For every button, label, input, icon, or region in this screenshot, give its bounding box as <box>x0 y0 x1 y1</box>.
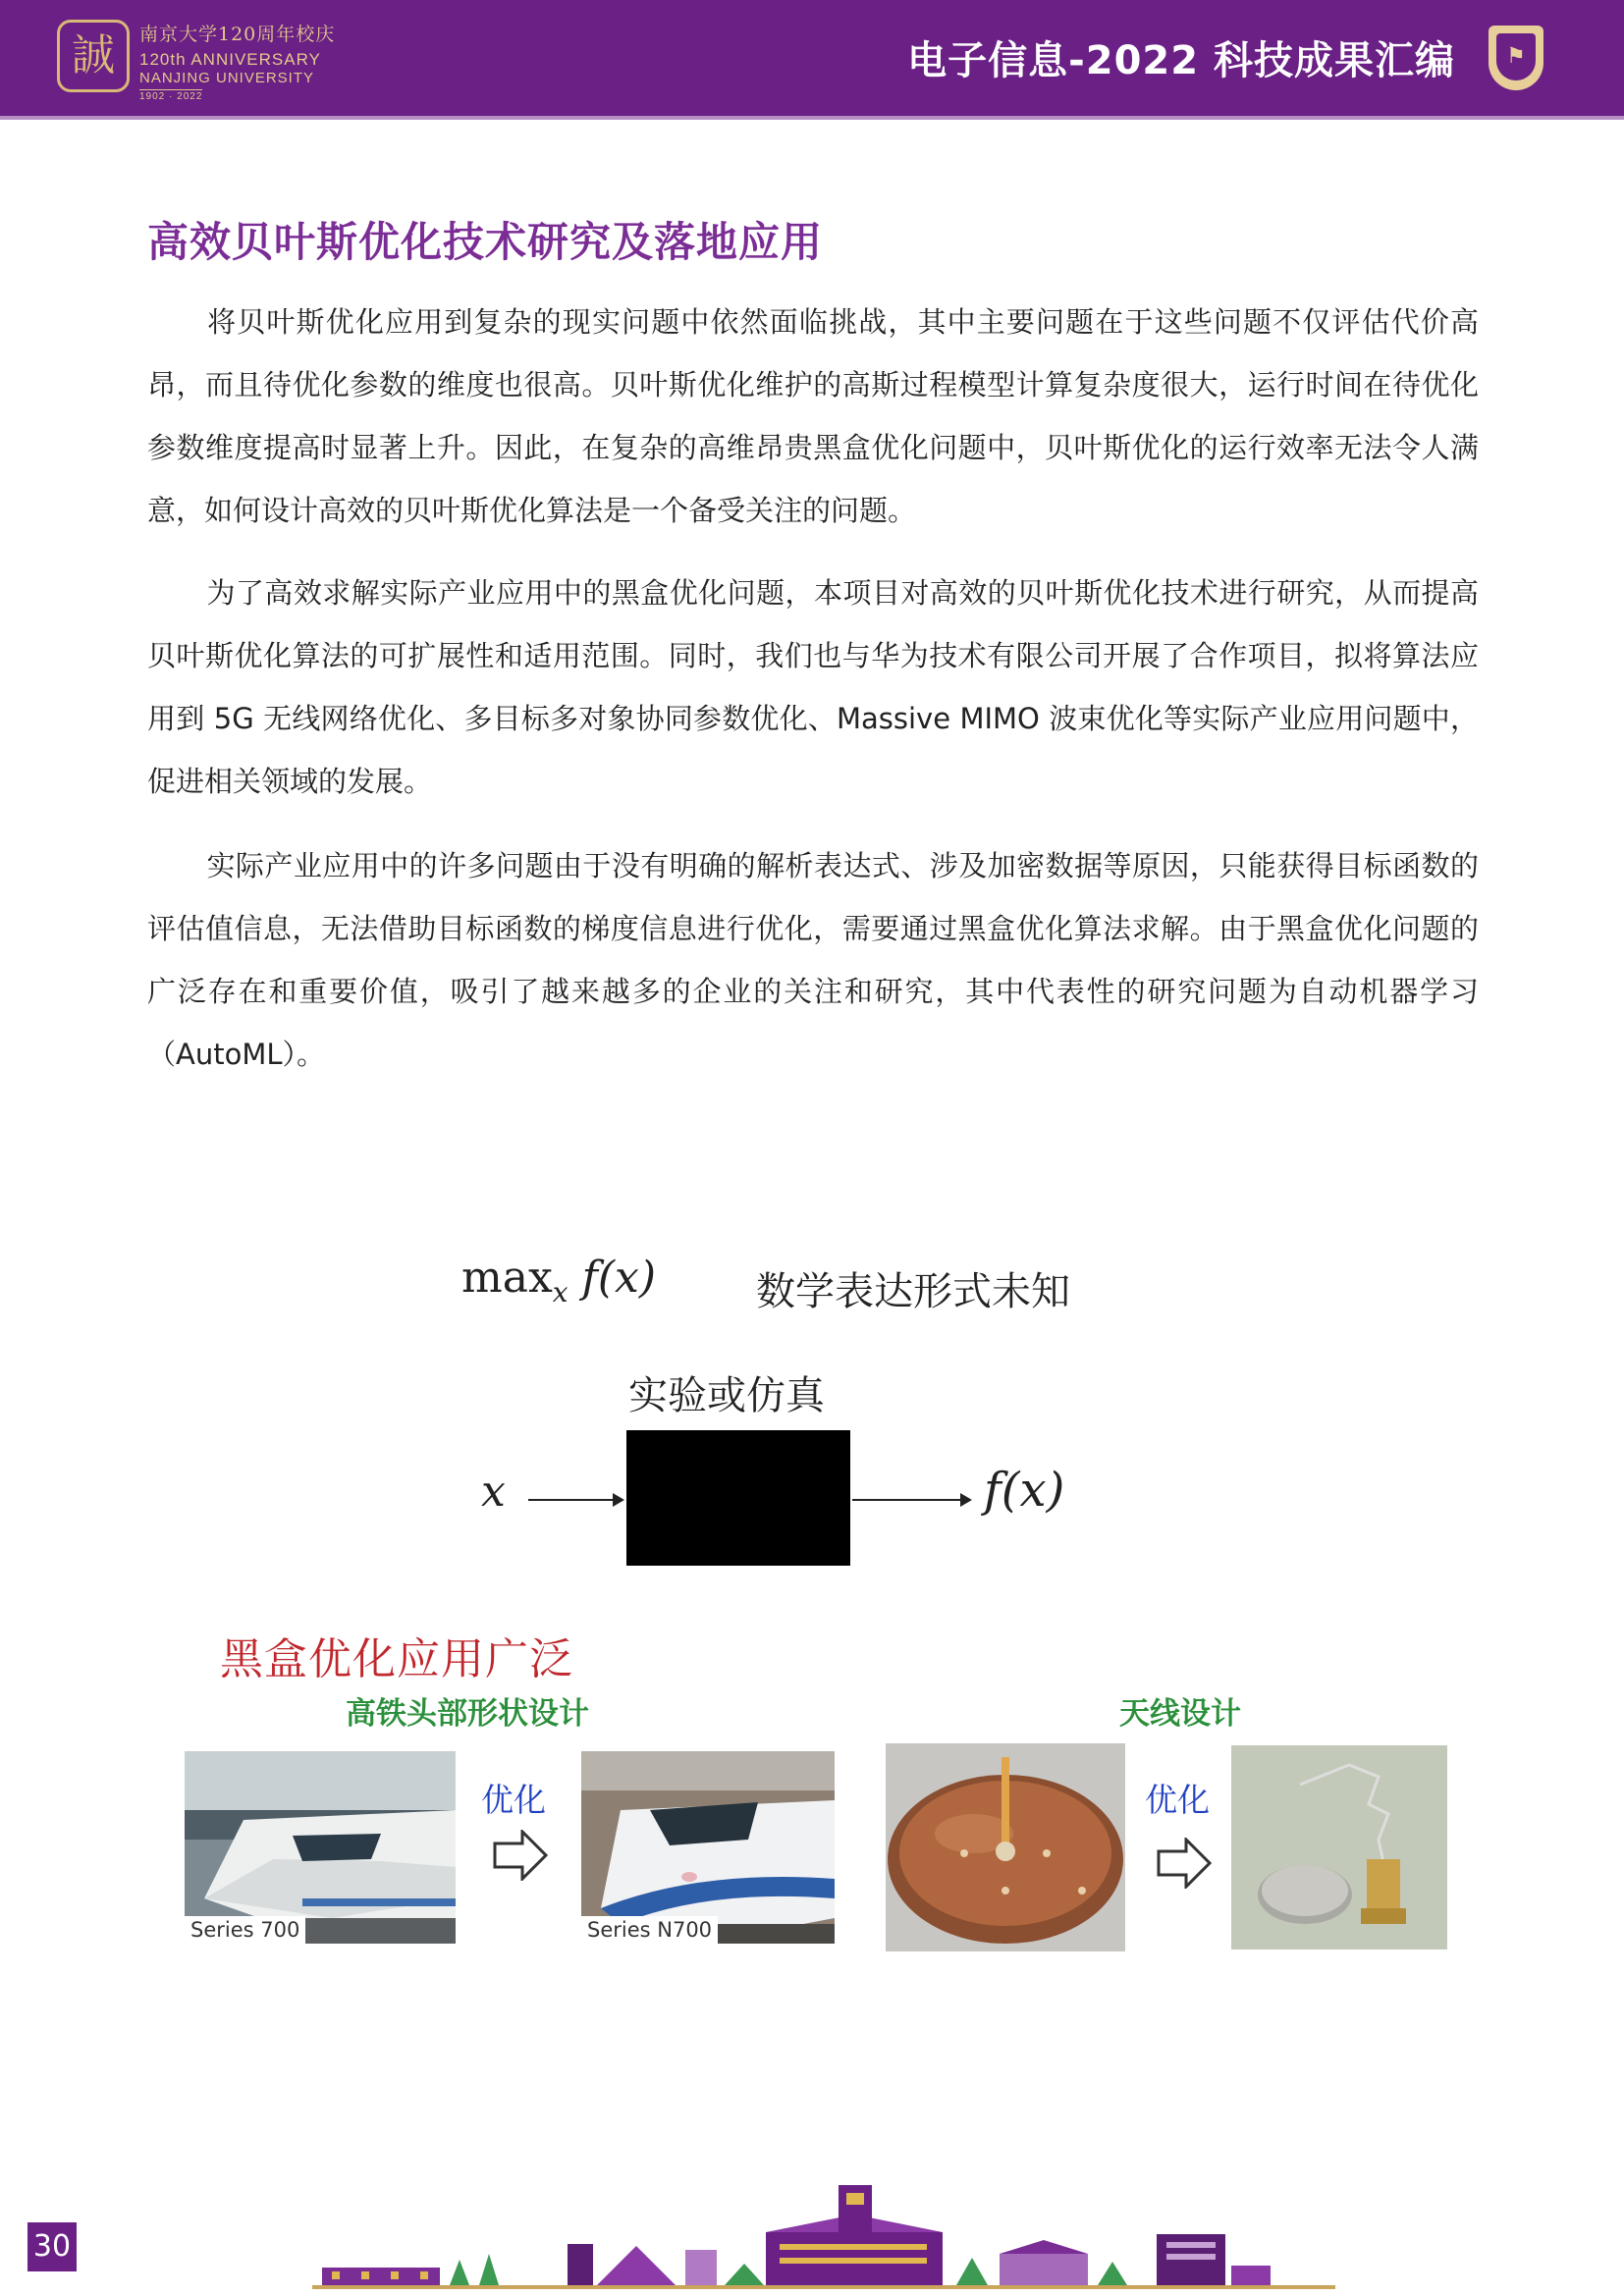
logo-line-3: NANJING UNIVERSITY <box>139 70 315 86</box>
page-header <box>0 0 1624 116</box>
input-arrow-icon <box>528 1499 623 1501</box>
train-series-n700-photo <box>581 1751 835 1944</box>
antenna-before-photo <box>886 1743 1125 1951</box>
paragraph-2-text: 为了高效求解实际产业应用中的黑盒优化问题，本项目对高效的贝叶斯优化技术进行研究，从而提高贝叶斯优化算法的可扩展性和适用范围。同时，我们也与华为技术有限公司开展了合作项目，拟将算法应用到 5G 无线网络优化、多目标多对象协同参数优化、Massive MIMO 波束优化等实际产业应用问题中，促进相关领域的发展。 <box>147 576 1479 798</box>
antenna-optimize-label: 优化 <box>1145 1781 1210 1819</box>
section-title: 高效贝叶斯优化技术研究及落地应用 <box>147 218 824 266</box>
anniversary-logo-text <box>139 20 335 104</box>
train-before-caption: Series 700 <box>185 1916 305 1944</box>
header-divider <box>0 116 1624 120</box>
train-after-caption: Series N700 <box>581 1916 718 1944</box>
antenna-before-image <box>886 1743 1125 1951</box>
paragraph-3-text: 实际产业应用中的许多问题由于没有明确的解析表达式、涉及加密数据等原因，只能获得目标函数的评估值信息，无法借助目标函数的梯度信息进行优化，需要通过黑盒优化算法求解。由于黑盒优化问题的广泛存在和重要价值，吸引了越来越多的企业的关注和研究，其中代表性的研究问题为自动机器学习（AutoML）。 <box>147 849 1479 1071</box>
paragraph-3 <box>147 834 1479 1086</box>
logo-line-1: 南京大学120周年校庆 <box>139 24 336 45</box>
paragraph-2 <box>147 561 1479 813</box>
antenna-after-image <box>1231 1745 1447 1949</box>
logo-line-4: 1902 · 2022 <box>139 91 203 102</box>
formula-fx: f(x) <box>581 1253 657 1303</box>
antenna-optimize-arrow-icon <box>1157 1838 1212 1889</box>
train-n700-image <box>581 1751 835 1944</box>
formula-subscript: x <box>552 1275 568 1308</box>
anniversary-logo-icon: 誠 <box>57 20 130 92</box>
crest-inner: ⚑ <box>1496 33 1536 80</box>
max-formula <box>461 1253 656 1308</box>
antenna-after-photo <box>1231 1745 1447 1949</box>
train-series-700-photo <box>185 1751 456 1944</box>
unknown-expression-label: 数学表达形式未知 <box>756 1269 1070 1314</box>
train-design-title: 高铁头部形状设计 <box>346 1696 589 1732</box>
document-title: 电子信息-2022 科技成果汇编 <box>907 38 1455 83</box>
formula-max: max <box>461 1253 553 1303</box>
logo-line-2: 120th ANNIVERSARY <box>139 50 321 69</box>
university-crest-icon <box>1489 26 1543 90</box>
page-number: 30 <box>27 2222 77 2271</box>
train-optimize-label: 优化 <box>481 1781 546 1819</box>
output-fx-label: f(x) <box>984 1463 1065 1518</box>
applications-title: 黑盒优化应用广泛 <box>220 1634 573 1684</box>
experiment-label: 实验或仿真 <box>628 1373 825 1418</box>
input-x-label: x <box>481 1467 506 1517</box>
paragraph-1-text: 将贝叶斯优化应用到复杂的现实问题中依然面临挑战，其中主要问题在于这些问题不仅评估代价高昂，而且待优化参数的维度也很高。贝叶斯优化维护的高斯过程模型计算复杂度很大，运行时间在待优化参数维度提高时显著上升。因此，在复杂的高维昂贵黑盒优化问题中，贝叶斯优化的运行效率无法令人满意，如何设计高效的贝叶斯优化算法是一个备受关注的问题。 <box>147 305 1479 527</box>
train-700-image <box>185 1751 456 1944</box>
output-arrow-icon <box>852 1499 970 1501</box>
train-optimize-arrow-icon <box>493 1830 548 1881</box>
paragraph-1 <box>147 291 1479 542</box>
antenna-design-title: 天线设计 <box>1119 1696 1241 1732</box>
campus-skyline-icon <box>312 2185 1335 2293</box>
blackbox-diagram <box>432 1239 1159 1582</box>
black-box <box>626 1430 850 1566</box>
